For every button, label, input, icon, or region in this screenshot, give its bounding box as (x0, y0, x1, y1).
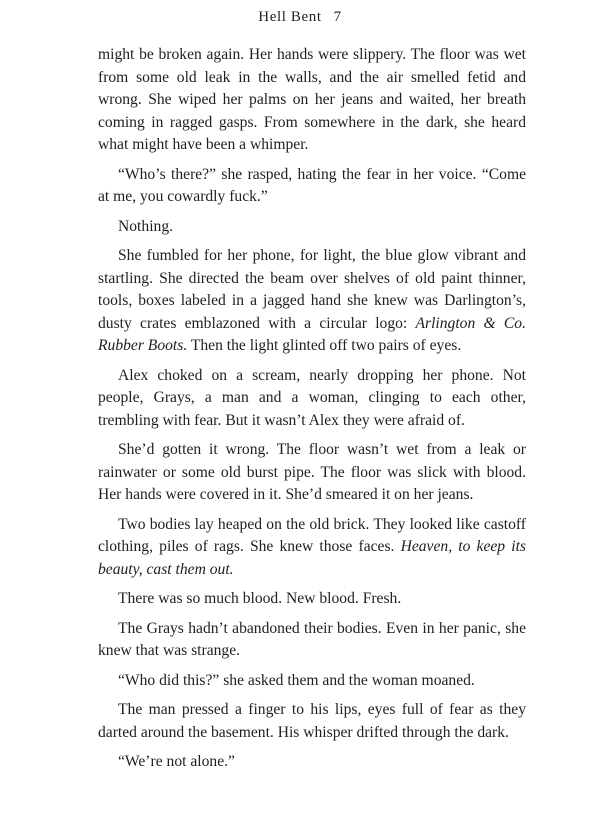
paragraph (98, 751, 526, 774)
text-run: She fumbled for her phone, for light, the blue glow vibrant and startling. She directed the beam over shelves of old paint thinner, tools, boxes labeled in a jagged hand she knew was Darlington’s, dusty crates emblazoned with a circular logo: (98, 247, 526, 332)
text-run: The Grays hadn’t abandoned their bodies. Even in her panic, she knew that was strange. (98, 619, 526, 659)
paragraph (98, 618, 526, 663)
text-run: “Who did this?” she asked them and the woman moaned. (118, 671, 475, 689)
paragraph (98, 365, 526, 433)
book-title: Hell Bent (258, 9, 322, 25)
paragraph (98, 216, 526, 239)
text-run: Nothing. (118, 217, 174, 235)
text-run: The man pressed a finger to his lips, eyes full of fear as they darted around the basement. His whisper drifted through the dark. (98, 701, 526, 741)
text-run: might be broken again. Her hands were slippery. The floor was wet from some old leak in the walls, and the air smelled fetid and wrong. She wiped her palms on her jeans and waited, her breath coming in ragged gasps. From somewhere in the dark, she heard what might have been a whimper. (98, 46, 526, 153)
italic-text: Heaven, to keep its beauty, cast them out. (98, 538, 526, 578)
text-run: Then the light glinted off two pairs of eyes. (187, 337, 462, 354)
italic-text: Arlington & Co. Rubber Boots. (98, 314, 526, 354)
paragraph (98, 245, 526, 358)
paragraph (98, 588, 526, 611)
paragraph (98, 44, 526, 157)
running-head (0, 9, 600, 26)
paragraph (98, 670, 526, 693)
paragraph (98, 439, 526, 507)
text-run: There was so much blood. New blood. Fresh. (118, 590, 402, 607)
text-run: “Who’s there?” she rasped, hating the fear in her voice. “Come at me, you cowardly fuck.” (98, 165, 526, 205)
text-run: She’d gotten it wrong. The floor wasn’t wet from a leak or rainwater or some old burst pipe. The floor was slick with blood. Her hands were covered in it. She’d smeared it on her jeans. (98, 441, 526, 503)
paragraph (98, 514, 526, 582)
paragraph (98, 164, 526, 209)
paragraph (98, 699, 526, 744)
text-run: Alex choked on a scream, nearly dropping her phone. Not people, Grays, a man and a woman, clinging to each other, trembling with fear. But it wasn’t Alex they were afraid of. (98, 366, 526, 429)
body-text (98, 44, 526, 781)
page-number: 7 (333, 9, 342, 25)
text-run: Two bodies lay heaped on the old brick. They looked like castoff clothing, piles of rags. She knew those faces. (98, 515, 526, 555)
text-run: “We’re not alone.” (118, 753, 235, 770)
